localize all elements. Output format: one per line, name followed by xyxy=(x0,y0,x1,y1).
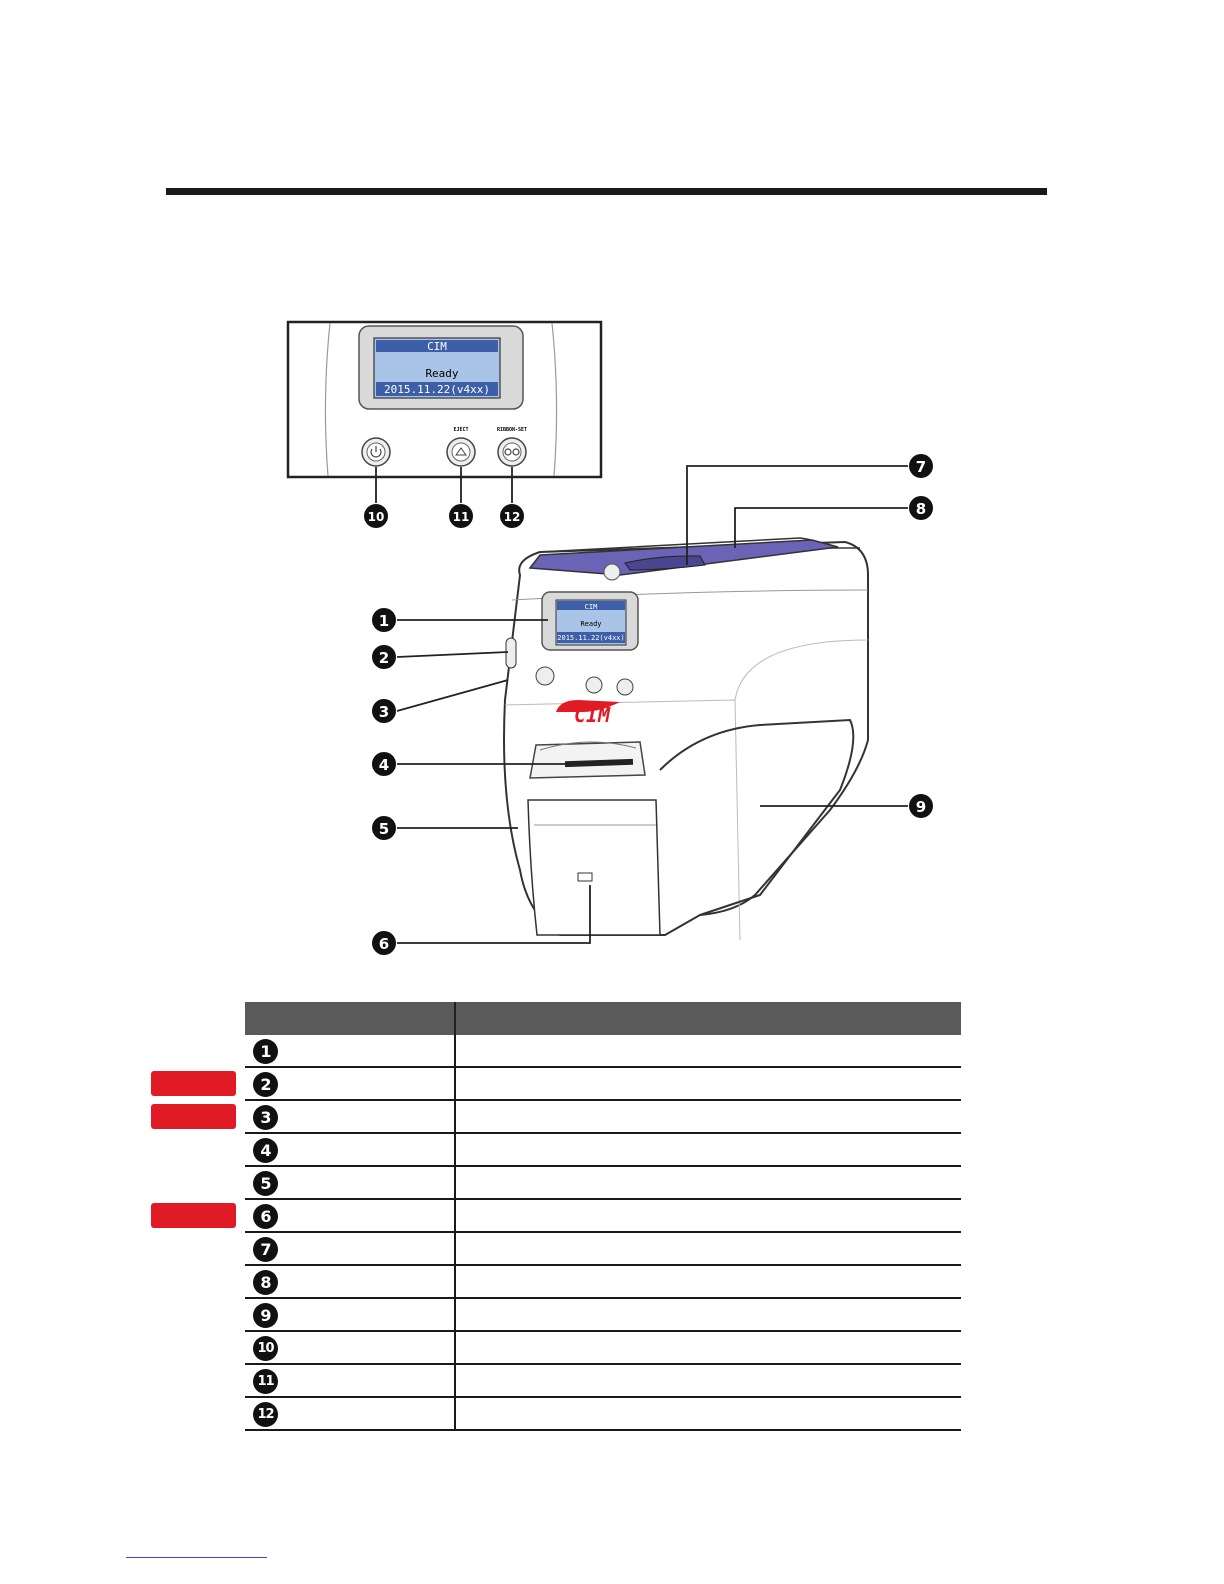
table-row xyxy=(245,1365,961,1398)
callout-8 xyxy=(909,496,933,520)
svg-text:1: 1 xyxy=(378,612,390,630)
callout-10 xyxy=(364,504,388,528)
row-number: 5 xyxy=(253,1171,278,1196)
svg-text:9: 9 xyxy=(915,798,927,816)
callout-9 xyxy=(909,794,933,818)
margin-marker xyxy=(151,1104,236,1129)
table-row xyxy=(245,1035,961,1068)
row-number: 3 xyxy=(253,1105,278,1130)
callout-3 xyxy=(372,699,396,723)
logo-text: CIM xyxy=(573,703,611,727)
callout-5 xyxy=(372,816,396,840)
ribbon-set-label: RIBBON-SET xyxy=(496,427,528,433)
printer-body xyxy=(504,538,868,940)
margin-marker xyxy=(151,1071,236,1096)
svg-text:7: 7 xyxy=(915,458,927,476)
row-number: 10 xyxy=(253,1336,278,1361)
row-number: 8 xyxy=(253,1270,278,1295)
row-number: 11 xyxy=(253,1369,278,1394)
svg-text:8: 8 xyxy=(915,500,927,518)
callout-4 xyxy=(372,752,396,776)
row-number: 1 xyxy=(253,1039,278,1064)
footer-link-underline xyxy=(126,1557,267,1558)
callout-12 xyxy=(500,504,524,528)
table-row xyxy=(245,1233,961,1266)
row-number: 4 xyxy=(253,1138,278,1163)
table-row xyxy=(245,1200,961,1233)
svg-text:12: 12 xyxy=(503,510,521,524)
printer-lcd-version: 2015.11.22(v4xx) xyxy=(557,634,625,642)
svg-text:2: 2 xyxy=(378,649,390,667)
row-number: 2 xyxy=(253,1072,278,1097)
table-row xyxy=(245,1068,961,1101)
table-header xyxy=(245,1002,961,1035)
callout-1 xyxy=(372,608,396,632)
eject-label: EJECT xyxy=(453,427,469,433)
svg-text:11: 11 xyxy=(452,510,470,524)
svg-text:5: 5 xyxy=(378,820,390,838)
printer-lcd-brand: CIM xyxy=(584,603,598,611)
callout-6 xyxy=(372,931,396,955)
svg-text:4: 4 xyxy=(378,756,390,774)
callout-2 xyxy=(372,645,396,669)
row-number: 6 xyxy=(253,1204,278,1229)
lcd-brand: CIM xyxy=(427,340,447,353)
printer-lcd-status: Ready xyxy=(580,620,602,628)
table-row xyxy=(245,1134,961,1167)
lcd-version: 2015.11.22(v4xx) xyxy=(384,383,490,396)
table-row xyxy=(245,1332,961,1365)
margin-marker xyxy=(151,1203,236,1228)
row-number: 7 xyxy=(253,1237,278,1262)
table-row xyxy=(245,1299,961,1332)
row-number: 9 xyxy=(253,1303,278,1328)
callout-7 xyxy=(909,454,933,478)
lcd-status: Ready xyxy=(425,367,459,380)
svg-text:10: 10 xyxy=(367,510,385,524)
control-panel-inset xyxy=(288,322,601,477)
table-row xyxy=(245,1167,961,1200)
table-row xyxy=(245,1266,961,1299)
svg-text:6: 6 xyxy=(378,935,390,953)
row-number: 12 xyxy=(253,1402,278,1427)
svg-text:3: 3 xyxy=(378,703,390,721)
table-row xyxy=(245,1398,961,1431)
parts-table xyxy=(245,1002,961,1431)
table-row xyxy=(245,1101,961,1134)
callout-11 xyxy=(449,504,473,528)
